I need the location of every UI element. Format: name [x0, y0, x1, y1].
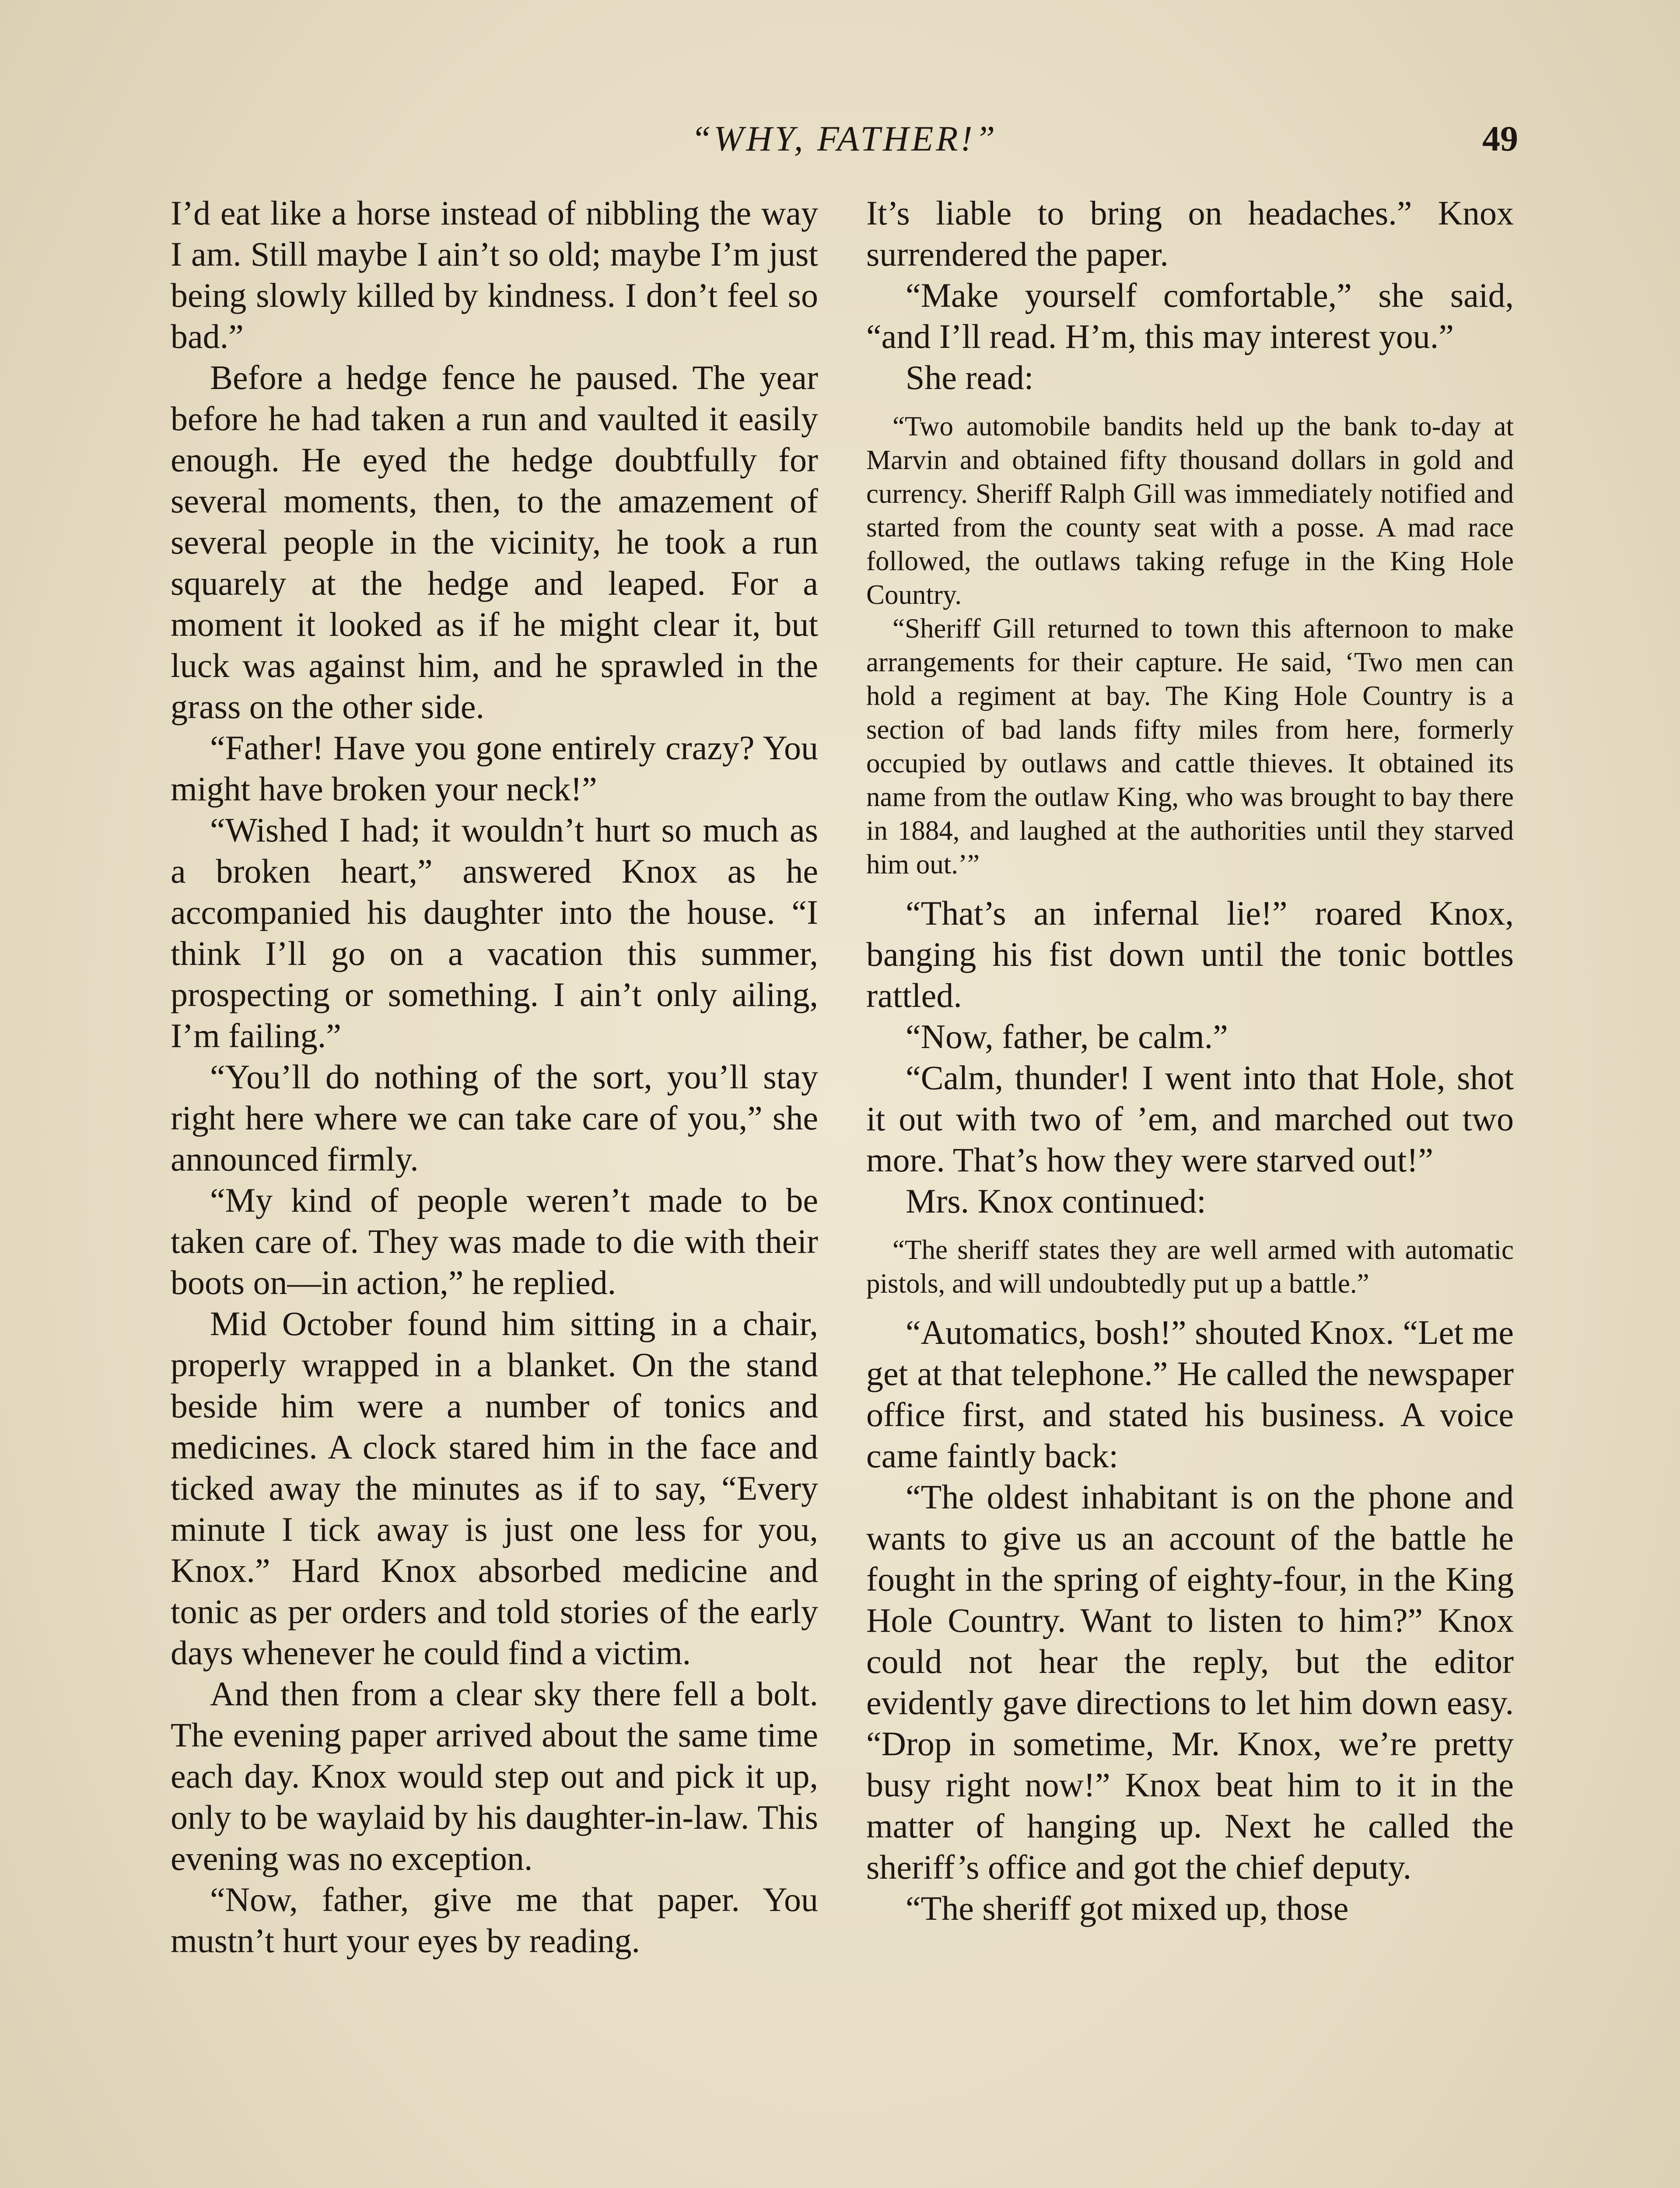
- left-column: [171, 193, 818, 1961]
- newspaper-quote: [866, 410, 1514, 881]
- page-header: [171, 118, 1518, 166]
- paragraph: “The sheriff got mixed up, those: [906, 1889, 1349, 1927]
- paragraph: “Father! Have you gone entirely crazy? You might have broken your neck!”: [171, 729, 818, 808]
- running-title: “WHY, FATHER!”: [691, 119, 998, 158]
- quote-paragraph: “Sheriff Gill returned to town this afternoon to make arrangements for their capture. He said, ‘Two men can hold a regiment at bay. The King Hole Country is a section of bad lands fifty miles from here, formerly occupied by outlaws and cattle thieves. It obtained its name from the outlaw King, who was brought to bay there in 1884, and laughed at the authorities until they starved him out.’”: [866, 613, 1514, 880]
- paragraph: And then from a clear sky there fell a bolt. The evening paper arrived about the same time each day. Knox would step out and pick it up, only to be waylaid by his daughter-in-law. This evening was no exception.: [171, 1675, 818, 1877]
- paragraph: Before a hedge fence he paused. The year before he had taken a run and vaulted it easily enough. He eyed the hedge doubtfully for several moments, then, to the amazement of several people in the vicinity, he took a run squarely at the hedge and leaped. For a moment it looked as if he might clear it, but luck was against him, and he sprawled in the grass on the other side.: [171, 358, 818, 726]
- paragraph: “You’ll do nothing of the sort, you’ll stay right here where we can take care of you,” she announced firmly.: [171, 1058, 818, 1178]
- page-number: 49: [1482, 119, 1518, 158]
- paragraph: It’s liable to bring on headaches.” Knox surrendered the paper.: [866, 194, 1514, 273]
- paragraph: “Now, father, be calm.”: [906, 1017, 1228, 1055]
- paragraph: “Automatics, bosh!” shouted Knox. “Let me get at that telephone.” He called the newspaper office first, and stated his business. A voice came faintly back:: [866, 1313, 1514, 1475]
- paragraph: “Make yourself comfortable,” she said, “and I’ll read. H’m, this may interest you.”: [866, 276, 1514, 355]
- paragraph: She read:: [906, 358, 1034, 396]
- quote-paragraph: “The sheriff states they are well armed with automatic pistols, and will undoubtedly put up a battle.”: [866, 1234, 1514, 1299]
- paragraph: “Wished I had; it wouldn’t hurt so much as a broken heart,” answered Knox as he accompanied his daughter into the house. “I think I’ll go on a vacation this summer, prospecting or something. I ain’t only ailing, I’m failing.”: [171, 811, 818, 1055]
- newspaper-quote: [866, 1233, 1514, 1301]
- right-column: [866, 193, 1514, 1929]
- paragraph: “That’s an infernal lie!” roared Knox, banging his fist down until the tonic bottles rattled.: [866, 894, 1514, 1014]
- paragraph: Mid October found him sitting in a chair, properly wrapped in a blanket. On the stand beside him were a number of tonics and medicines. A clock stared him in the face and ticked away the minutes as if to say, “Every minute I tick away is just one less for you, Knox.” Hard Knox absorbed medicine and tonic as per orders and told stories of the early days whenever he could find a victim.: [171, 1304, 818, 1672]
- quote-paragraph: “Two automobile bandits held up the bank to-day at Marvin and obtained fifty thousand dollars in gold and currency. Sheriff Ralph Gill was immediately notified and started from the county seat with a posse. A mad race followed, the outlaws taking refuge in the King Hole Country.: [866, 411, 1514, 610]
- paragraph: “My kind of people weren’t made to be taken care of. They was made to die with their boots on—in action,” he replied.: [171, 1181, 818, 1301]
- paragraph: I’d eat like a horse instead of nibbling the way I am. Still maybe I ain’t so old; maybe I’m just being slowly killed by kindness. I don’t feel so bad.”: [171, 194, 818, 355]
- paragraph: “Calm, thunder! I went into that Hole, shot it out with two of ’em, and marched out two more. That’s how they were starved out!”: [866, 1059, 1514, 1179]
- paragraph: “Now, father, give me that paper. You mustn’t hurt your eyes by reading.: [171, 1880, 818, 1960]
- paragraph: Mrs. Knox continued:: [906, 1182, 1206, 1220]
- paragraph: “The oldest inhabitant is on the phone and wants to give us an account of the battle he fought in the spring of eighty-four, in the King Hole Country. Want to listen to him?” Knox could not hear the reply, but the editor evidently gave directions to let him down easy. “Drop in sometime, Mr. Knox, we’re pretty busy right now!” Knox beat him to it in the matter of hanging up. Next he called the sheriff’s office and got the chief deputy.: [866, 1478, 1514, 1886]
